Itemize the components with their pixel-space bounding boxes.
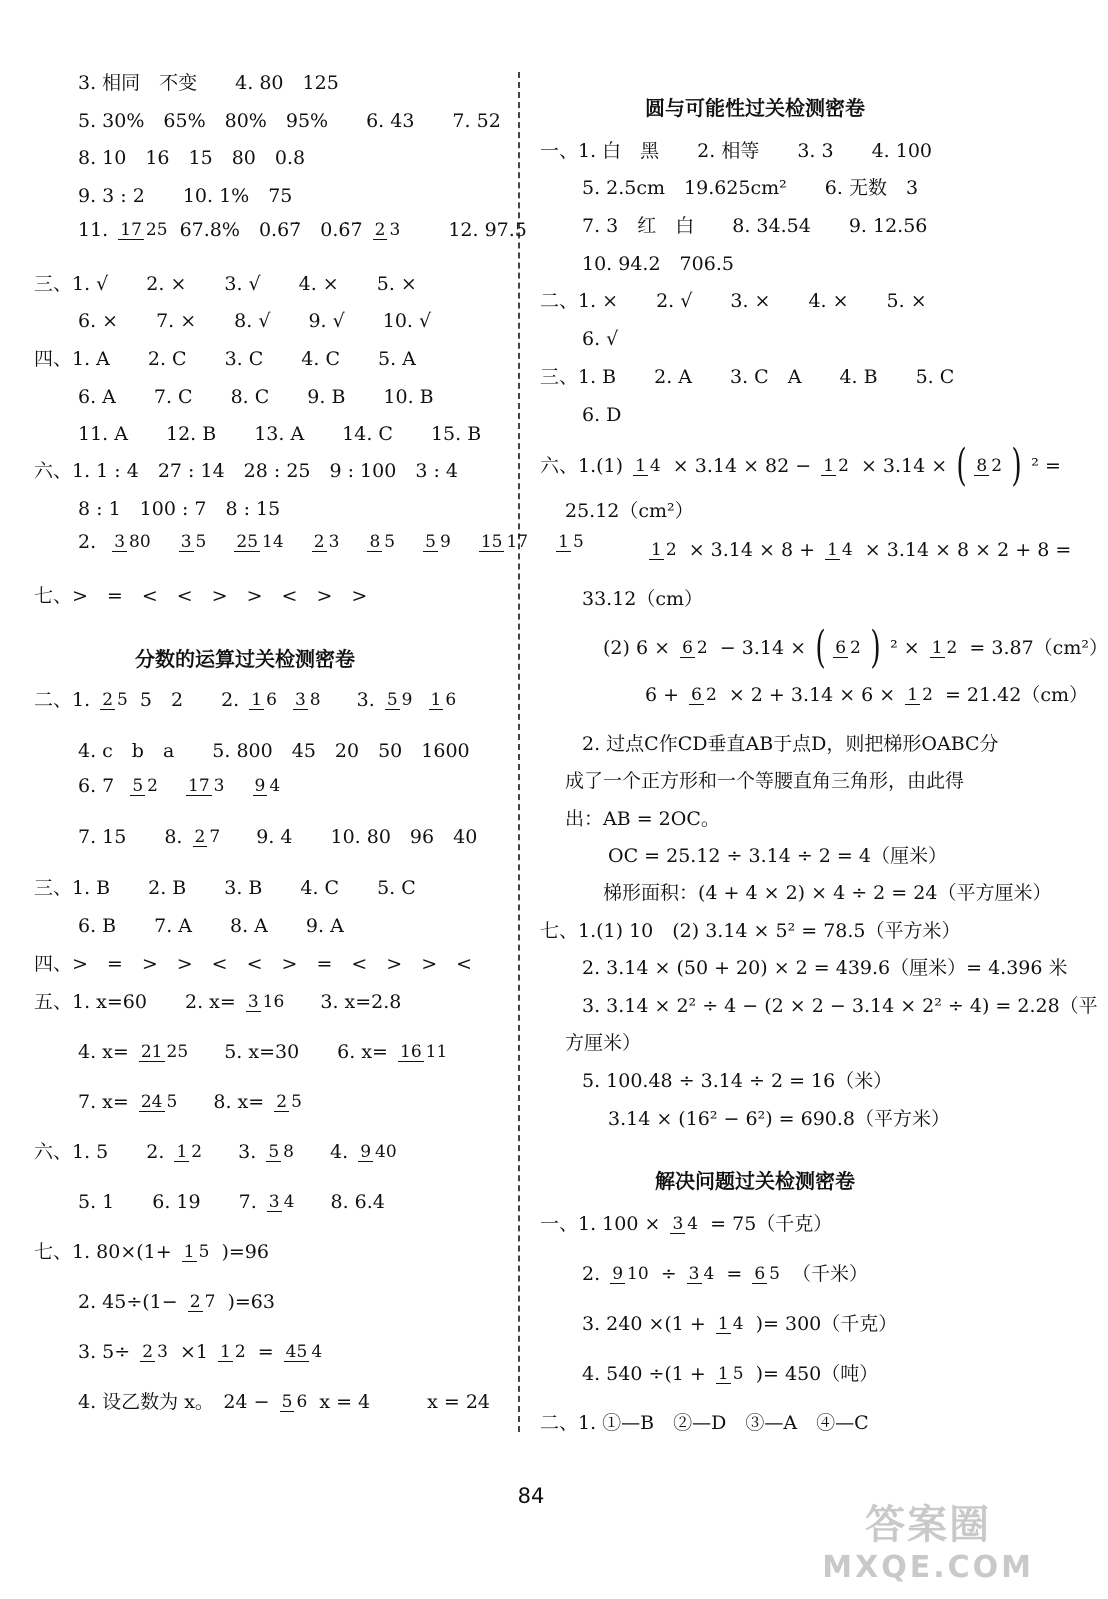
fraction: 8 5 (369, 531, 396, 552)
answer-line: 6 + 6 2 × 2 + 3.14 × 6 × 1 2 = 21.42（cm） (645, 684, 1088, 706)
answer-line: 6. √ (582, 328, 619, 350)
answer-line: 5. 100.48 ÷ 3.14 ÷ 2 = 16（米） (582, 1070, 893, 1092)
answer-line: 2. 45÷(1− 2 7 )=63 (78, 1291, 275, 1313)
answer-line: 七、1.(1) 10 (2) 3.14 × 5² = 78.5（平方米） (540, 920, 961, 942)
answer-line: 8. 10 16 15 80 0.8 (78, 147, 306, 169)
answer-line: 5. 1 6. 19 7. 3 4 8. 6.4 (78, 1191, 385, 1213)
answer-line: 方厘米） (565, 1032, 642, 1054)
fraction: 2 3 (313, 531, 340, 552)
text: 67.8% 0.67̇ 0.6̇7̇ (179, 219, 363, 241)
answer-line: 3. 相同 不变 4. 80 125 (78, 72, 339, 94)
answer-line: 3.14 × (16² − 6²) = 690.8（平方米） (608, 1108, 951, 1130)
answer-line: 六、1.(1) 1 4 × 3.14 × 82 − 1 2 × 3.14 × ( 8 2 ) ² = (540, 440, 1061, 491)
answer-line: 9. 3 : 2 10. 1% 75 (78, 185, 293, 207)
answer-line: 5. 30% 65% 80% 95% 6. 43 7. 52 (78, 110, 501, 132)
fraction: 2 3 (374, 219, 401, 240)
answer-line: 1 2 × 3.14 × 8 + 1 4 × 3.14 × 8 × 2 + 8 = (651, 539, 1072, 561)
answer-line: 4. 设乙数为 x。 24 − 5 6 x = 4 x = 24 (78, 1391, 491, 1413)
answer-line: 33.12（cm） (582, 588, 704, 610)
answer-line: 梯形面积：(4 + 4 × 2) × 4 ÷ 2 = 24（平方厘米） (603, 882, 1052, 904)
answer-line: 一、1. 白 黑 2. 相等 3. 3 4. 100 (540, 140, 933, 162)
answer-line: 4. 540 ÷(1 + 1 5 )= 450（吨） (582, 1363, 879, 1385)
answer-line: 五、1. x=60 2. x= 3 16 3. x=2.8 (34, 991, 402, 1013)
section-title: 圆与可能性过关检测密卷 (645, 96, 865, 120)
answer-line: 6. × 7. × 8. √ 9. √ 10. √ (78, 310, 432, 332)
section-title: 解决问题过关检测密卷 (655, 1169, 855, 1193)
answer-line: 6. D (582, 404, 622, 426)
answer-line: 2. 9 10 ÷ 3 4 = 6 5 （千米） (582, 1263, 869, 1285)
answer-line: 三、1. √ 2. × 3. √ 4. × 5. × (34, 273, 417, 295)
answer-line: OC = 25.12 ÷ 3.14 ÷ 2 = 4（厘米） (608, 845, 947, 867)
watermark-logo: 答案圈 MXQE.COM (822, 1502, 1034, 1585)
answer-line: 7. x= 24 5 8. x= 2 5 (78, 1091, 302, 1113)
answer-line: 一、1. 100 × 3 4 = 75（千克） (540, 1213, 833, 1235)
fraction: 3 5 (180, 531, 207, 552)
answer-line: 4. x= 21 25 5. x=30 6. x= 16 11 (78, 1041, 448, 1063)
answer-line: 2. 3.14 × (50 + 20) × 2 = 439.6（厘米）= 4.396 米 (582, 957, 1068, 979)
answer-line: 3. 5÷ 2 3 ×1 1 2 = 45 4 (78, 1341, 323, 1363)
answer-line: (2) 6 × 6 2 − 3.14 × ( 6 2 ) ² × 1 2 = 3.87（cm²） (603, 622, 1108, 673)
answer-line (78, 530, 596, 553)
answer-line: 四、1. A 2. C 3. C 4. C 5. A (34, 348, 416, 370)
answer-line: 11. A 12. B 13. A 14. C 15. B (78, 423, 482, 445)
column-divider (518, 72, 520, 1432)
text: 11. (78, 219, 109, 241)
text: 2. (78, 531, 97, 553)
answer-line: 6. 7 5 2 17 3 9 4 (78, 775, 281, 797)
answer-line: 4. c b a 5. 800 45 20 50 1600 (78, 740, 470, 762)
answer-line: 六、1. 5 2. 1 2 3. 5 8 4. 9 40 (34, 1141, 397, 1163)
answer-line: 四、> = > > < < > = < > > < (34, 953, 473, 975)
answer-line: 二、1. × 2. √ 3. × 4. × 5. × (540, 290, 927, 312)
answer-line: 成了一个正方形和一个等腰直角三角形，由此得 (565, 770, 965, 792)
answer-line: 出：AB = 2OC。 (565, 808, 720, 830)
answer-line: 3. 3.14 × 2² ÷ 4 − (2 × 2 − 3.14 × 2² ÷ 4) = 2.28（平 (582, 995, 1098, 1017)
answer-line: 三、1. B 2. B 3. B 4. C 5. C (34, 877, 416, 899)
answer-line: 二、1. 2 5 5 2 2. 1 6 3 8 3. 5 9 1 6 (34, 689, 457, 711)
answer-line: 25.12（cm²） (565, 500, 694, 522)
answer-line: 2. 过点C作CD垂直AB于点D，则把梯形OABC分 (582, 733, 999, 755)
answer-line: 6. A 7. C 8. C 9. B 10. B (78, 386, 434, 408)
fraction: 1 5 (558, 531, 584, 552)
answer-line: 10. 94.2 706.5 (582, 253, 734, 275)
answer-line: 六、1. 1 : 4 27 : 14 28 : 25 9 : 100 3 : 4 (34, 460, 458, 482)
fraction: 15 17 (480, 531, 529, 552)
answer-line: 7. 3 红 白 8. 34.54 9. 12.56 (582, 215, 928, 237)
page-number: 84 (517, 1484, 545, 1508)
answer-line: 6. B 7. A 8. A 9. A (78, 915, 344, 937)
fraction: 25 14 (236, 531, 284, 552)
fraction: 5 9 (425, 531, 451, 552)
answer-line: 3. 240 ×(1 + 1 4 )= 300（千克） (582, 1313, 898, 1335)
answer-line: 七、> = < < > > < > > (34, 585, 368, 607)
section-title: 分数的运算过关检测密卷 (135, 647, 355, 671)
answer-line: 二、1. ①—B ②—D ③—A ④—C (540, 1412, 869, 1434)
answer-line: 七、1. 80×(1+ 1 5 )=96 (34, 1241, 269, 1263)
fraction: 17 25 (120, 219, 168, 240)
answer-line: 7. 15 8. 2 7 9. 4 10. 80 96 40 (78, 826, 478, 848)
fraction: 3 80 (114, 531, 151, 552)
answer-line (78, 218, 527, 241)
answer-line: 三、1. B 2. A 3. C A 4. B 5. C (540, 366, 955, 388)
answer-line: 5. 2.5cm 19.625cm² 6. 无数 3 (582, 177, 919, 199)
answer-line: 8 : 1 100 : 7 8 : 15 (78, 498, 281, 520)
text: 12. 97.5 (448, 219, 527, 241)
